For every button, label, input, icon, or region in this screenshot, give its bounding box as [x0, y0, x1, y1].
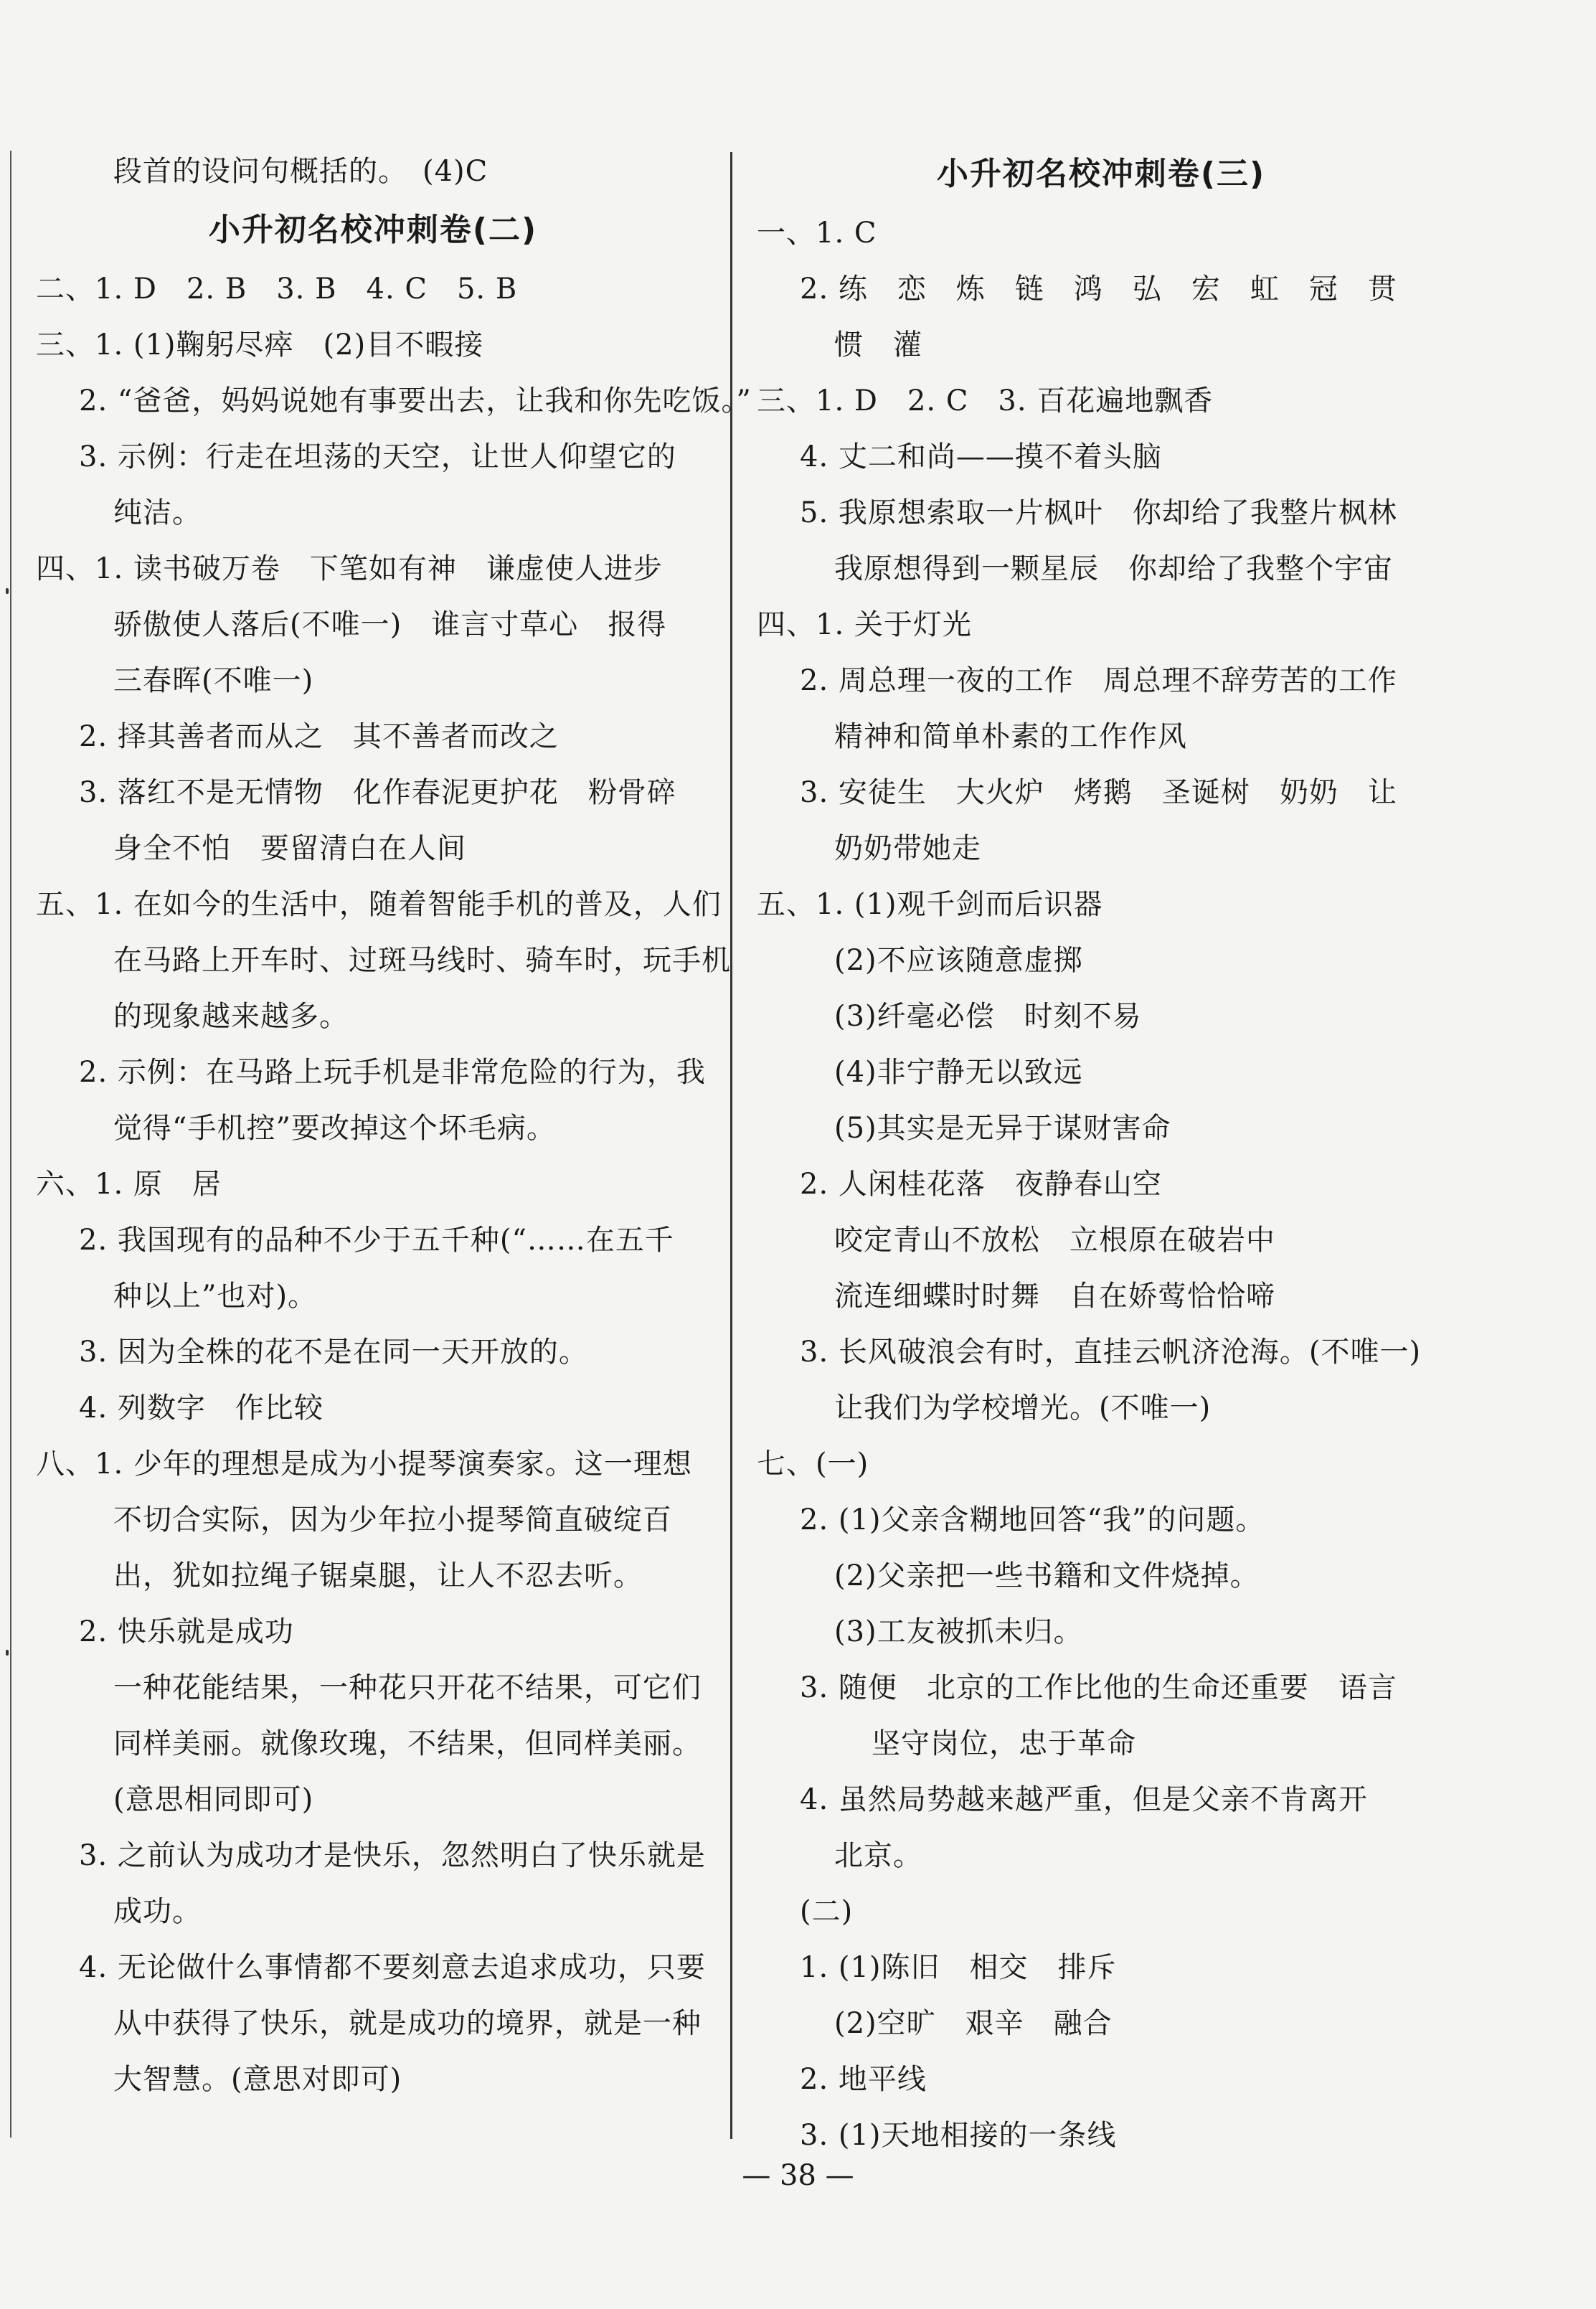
answer-line: 5. 我原想索取一片枫叶 你却给了我整片枫林 — [800, 496, 1397, 529]
answer-line: (意思相同即可) — [113, 1783, 314, 1816]
scan-speck — [6, 588, 9, 594]
answer-line: (5)其实是无异于谋财害命 — [834, 1112, 1171, 1145]
answer-line: 四、1. 关于灯光 — [757, 608, 972, 641]
column-divider — [730, 152, 732, 2139]
answer-line: 五、1. 在如今的生活中，随着智能手机的普及，人们 — [36, 888, 722, 921]
answer-line: 身全不怕 要留清白在人间 — [113, 832, 466, 865]
answer-line: 一种花能结果，一种花只开花不结果，可它们 — [113, 1671, 702, 1704]
answer-line: 2. 我国现有的品种不少于五千种(“……在五千 — [79, 1224, 674, 1257]
answer-line: 七、(一) — [757, 1448, 869, 1481]
answer-line: 2. 地平线 — [800, 2063, 927, 2096]
page-number: — 38 — — [742, 2159, 854, 2192]
answer-line: (2)空旷 艰辛 融合 — [834, 2007, 1113, 2040]
answer-line: 出，犹如拉绳子锯桌腿，让人不忍去听。 — [113, 1559, 643, 1592]
answer-line: 不切合实际，因为少年拉小提琴简直破绽百 — [113, 1503, 672, 1536]
answer-line: 八、1. 少年的理想是成为小提琴演奏家。这一理想 — [36, 1448, 692, 1481]
answer-line: 2. “爸爸，妈妈说她有事要出去，让我和你先吃饭。” — [79, 384, 752, 417]
answer-line: 四、1. 读书破万卷 下笔如有神 谦虚使人进步 — [36, 552, 663, 585]
answer-line: (4)非宁静无以致远 — [834, 1056, 1083, 1089]
answer-line: 3. (1)天地相接的一条线 — [800, 2119, 1117, 2152]
answer-line: (3)纤毫必偿 时刻不易 — [834, 1000, 1142, 1033]
section-title: 小升初名校冲刺卷(三) — [936, 156, 1266, 192]
answer-line: 北京。 — [834, 1839, 922, 1872]
answer-line: 4. 丈二和尚——摸不着头脑 — [800, 440, 1162, 473]
answer-line: 2. 周总理一夜的工作 周总理不辞劳苦的工作 — [800, 664, 1397, 697]
answer-line: 坚守岗位，忠于革命 — [872, 1727, 1136, 1760]
binding-margin-line — [10, 151, 11, 2138]
answer-line: 觉得“手机控”要改掉这个坏毛病。 — [113, 1112, 556, 1145]
answer-line: 一、1. C — [757, 217, 877, 250]
left-column — [36, 143, 752, 2107]
answer-line: 流连细蝶时时舞 自在娇莺恰恰啼 — [834, 1280, 1275, 1313]
answer-line: 的现象越来越多。 — [113, 1000, 349, 1033]
answer-line: 3. 落红不是无情物 化作春泥更护花 粉骨碎 — [79, 776, 676, 809]
answer-line: 3. 随便 北京的工作比他的生命还重要 语言 — [800, 1671, 1397, 1704]
answer-line: 3. 因为全株的花不是在同一天开放的。 — [79, 1336, 588, 1369]
answer-line: 2. 示例：在马路上玩手机是非常危险的行为，我 — [79, 1056, 706, 1089]
section-title: 小升初名校冲刺卷(二) — [208, 212, 538, 248]
answer-line: 三、1. (1)鞠躬尽瘁 (2)目不暇接 — [36, 329, 484, 362]
answer-line: 2. 快乐就是成功 — [79, 1615, 294, 1648]
answer-line: 3. 长风破浪会有时，直挂云帆济沧海。(不唯一) — [800, 1336, 1422, 1369]
answer-line: 奶奶带她走 — [834, 832, 981, 865]
answer-line: 3. 示例：行走在坦荡的天空，让世人仰望它的 — [79, 440, 676, 473]
answer-line: (2)不应该随意虚掷 — [834, 944, 1083, 977]
right-column — [757, 143, 1445, 2163]
answer-line: 在马路上开车时、过斑马线时、骑车时，玩手机 — [113, 944, 731, 977]
answer-line: 2. 练 恋 炼 链 鸿 弘 宏 虹 冠 贯 — [800, 273, 1397, 306]
answer-line: (2)父亲把一些书籍和文件烧掉。 — [834, 1559, 1260, 1592]
scan-speck — [6, 1650, 9, 1656]
answer-line: 2. (1)父亲含糊地回答“我”的问题。 — [800, 1503, 1265, 1536]
answer-line: 从中获得了快乐，就是成功的境界，就是一种 — [113, 2007, 702, 2040]
answer-line: 2. 择其善者而从之 其不善者而改之 — [79, 720, 559, 753]
answer-line: (3)工友被抓未归。 — [834, 1615, 1083, 1648]
answer-line: 我原想得到一颗星辰 你却给了我整个宇宙 — [834, 552, 1393, 585]
answer-line: 二、1. D 2. B 3. B 4. C 5. B — [36, 273, 518, 306]
answer-line: 同样美丽。就像玫瑰，不结果，但同样美丽。 — [113, 1727, 702, 1760]
answer-line: 成功。 — [113, 1895, 202, 1928]
answer-line: 纯洁。 — [113, 496, 202, 529]
answer-line: 3. 安徒生 大火炉 烤鹅 圣诞树 奶奶 让 — [800, 776, 1397, 809]
answer-line: 三春晖(不唯一) — [113, 664, 314, 697]
answer-line: 2. 人闲桂花落 夜静春山空 — [800, 1168, 1162, 1201]
answer-line: 4. 无论做什么事情都不要刻意去追求成功，只要 — [79, 1951, 706, 1984]
answer-line: 精神和简单朴素的工作作风 — [834, 720, 1187, 753]
answer-line: 六、1. 原 居 — [36, 1168, 222, 1201]
answer-line: 种以上”也对)。 — [113, 1280, 318, 1313]
answer-line: 让我们为学校增光。(不唯一) — [834, 1392, 1212, 1425]
answer-line: 大智慧。(意思对即可) — [113, 2063, 402, 2096]
answer-line: 4. 虽然局势越来越严重，但是父亲不肯离开 — [800, 1783, 1368, 1816]
answer-line: (二) — [800, 1895, 854, 1928]
answer-line: 4. 列数字 作比较 — [79, 1392, 324, 1425]
answer-line: 骄傲使人落后(不唯一) 谁言寸草心 报得 — [113, 608, 667, 641]
answer-line: 咬定青山不放松 立根原在破岩中 — [834, 1224, 1275, 1257]
answer-line: 五、1. (1)观千剑而后识器 — [757, 888, 1103, 921]
answer-line: 段首的设问句概括的。 (4)C — [113, 155, 488, 188]
answer-line: 1. (1)陈旧 相交 排斥 — [800, 1951, 1117, 1984]
answer-line: 三、1. D 2. C 3. 百花遍地飘香 — [757, 384, 1214, 417]
answer-line: 惯 灌 — [834, 329, 922, 362]
answer-line: 3. 之前认为成功才是快乐，忽然明白了快乐就是 — [79, 1839, 706, 1872]
